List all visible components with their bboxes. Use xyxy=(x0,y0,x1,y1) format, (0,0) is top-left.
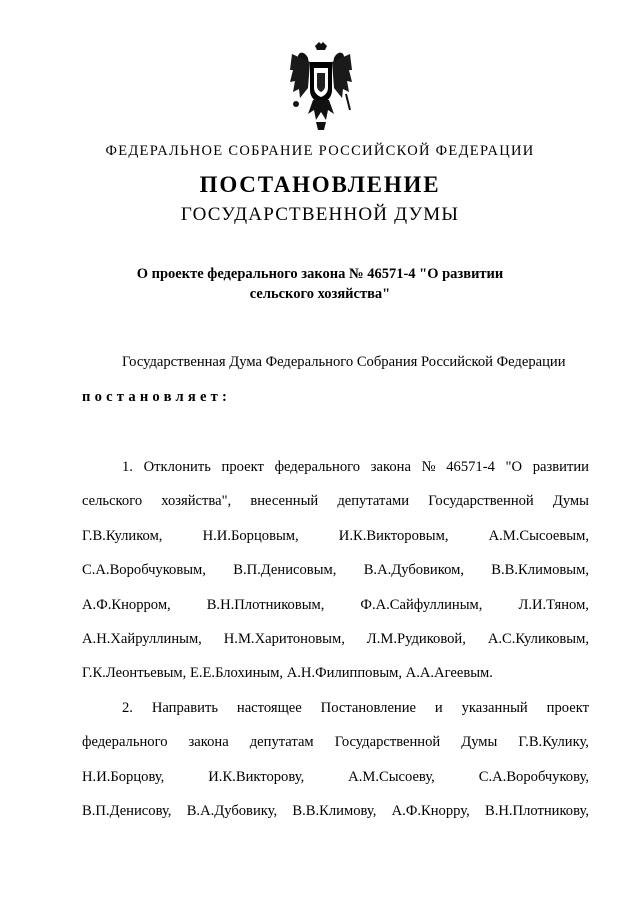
deputy-name: В.Н.Плотниковым, xyxy=(206,597,325,613)
paragraph-1-line xyxy=(82,629,589,649)
word: сельского xyxy=(82,493,143,509)
deputy-name: Г.В.Куликом, xyxy=(82,528,163,544)
deputy-name: Л.И.Тяном, xyxy=(518,597,589,613)
word: Думы xyxy=(552,493,589,509)
deputy-name: В.Н.Плотникову, xyxy=(484,803,589,819)
word: депутатам xyxy=(249,734,314,750)
deputy-name: Н.И.Борцовым, xyxy=(202,528,299,544)
word: Г.В.Кулику, xyxy=(518,734,589,750)
word: хозяйства", xyxy=(161,493,232,509)
preamble-text: Государственная Дума Федерального Собрания Российской Федерации xyxy=(122,354,566,370)
word: закона xyxy=(370,459,411,475)
assembly-heading: ФЕДЕРАЛЬНОЕ СОБРАНИЕ РОССИЙСКОЙ ФЕДЕРАЦИИ xyxy=(105,143,535,159)
paragraph-1-line xyxy=(82,595,589,615)
deputy-name: В.П.Денисовым, xyxy=(233,562,337,578)
deputy-name: В.В.Климову, xyxy=(292,803,377,819)
paragraph-1-line xyxy=(122,457,589,477)
paragraph-2-line xyxy=(82,767,589,787)
deputy-name: А.Ф.Кнорром, xyxy=(82,597,171,613)
word: Думы xyxy=(461,734,498,750)
subject-line-2: сельского хозяйства" xyxy=(249,286,391,302)
word: проект xyxy=(221,459,264,475)
word: внесенный xyxy=(250,493,319,509)
word: Направить xyxy=(151,700,218,716)
word: Постановление xyxy=(320,700,417,716)
subject-line-1: О проекте федерального закона № 46571-4 "О развитии xyxy=(136,266,504,282)
word: 46571-4 xyxy=(446,459,495,475)
word: проект xyxy=(546,700,589,716)
russian-emblem-icon xyxy=(286,40,356,132)
paragraph-1-last-line: Г.К.Леонтьевым, Е.Е.Блохиным, А.Н.Филипповым, А.А.Агеевым. xyxy=(82,665,493,681)
deputy-name: С.А.Воробчуковым, xyxy=(82,562,206,578)
word: настоящее xyxy=(236,700,302,716)
deputy-name: В.А.Дубовику, xyxy=(186,803,278,819)
deputy-name: В.В.Климовым, xyxy=(491,562,589,578)
deputy-name: Л.М.Рудиковой, xyxy=(366,631,466,647)
word: федерального xyxy=(82,734,168,750)
paragraph-2-line xyxy=(122,698,589,718)
word: 1. xyxy=(122,459,133,475)
deputy-name: Ф.А.Сайфуллиным, xyxy=(360,597,483,613)
paragraph-1-line xyxy=(82,526,589,546)
deputy-name: А.Н.Хайруллиным, xyxy=(82,631,202,647)
paragraph-2-line xyxy=(82,801,589,821)
deputy-name: С.А.Воробчукову, xyxy=(478,769,589,785)
document-subtitle: ГОСУДАРСТВЕННОЙ ДУМЫ xyxy=(180,204,460,225)
word: указанный xyxy=(461,700,528,716)
deputy-name: И.К.Викторову, xyxy=(208,769,305,785)
deputy-name: Н.И.Борцову, xyxy=(82,769,165,785)
paragraph-1-line xyxy=(82,560,589,580)
resolves-word: постановляет: xyxy=(82,389,232,405)
deputy-name: А.М.Сысоеву, xyxy=(348,769,435,785)
word: Государственной xyxy=(428,493,534,509)
paragraph-1-line xyxy=(82,491,589,511)
word: депутатами xyxy=(337,493,410,509)
word: федерального xyxy=(274,459,361,475)
word: № xyxy=(421,459,436,475)
document-title: ПОСТАНОВЛЕНИЕ xyxy=(199,172,441,197)
deputy-name: Н.М.Харитоновым, xyxy=(223,631,345,647)
deputy-name: А.С.Куликовым, xyxy=(487,631,589,647)
word: Государственной xyxy=(334,734,441,750)
word: Отклонить xyxy=(143,459,211,475)
paragraph-2-line xyxy=(82,732,589,752)
deputy-name: И.К.Викторовым, xyxy=(338,528,449,544)
deputy-name: А.Ф.Кнорру, xyxy=(391,803,470,819)
word: "О xyxy=(505,459,523,475)
word: развитии xyxy=(532,459,589,475)
deputy-name: В.А.Дубовиком, xyxy=(363,562,464,578)
word: 2. xyxy=(122,700,133,716)
word: закона xyxy=(188,734,229,750)
deputy-name: А.М.Сысоевым, xyxy=(488,528,589,544)
word: и xyxy=(434,700,443,716)
deputy-name: В.П.Денисову, xyxy=(82,803,172,819)
